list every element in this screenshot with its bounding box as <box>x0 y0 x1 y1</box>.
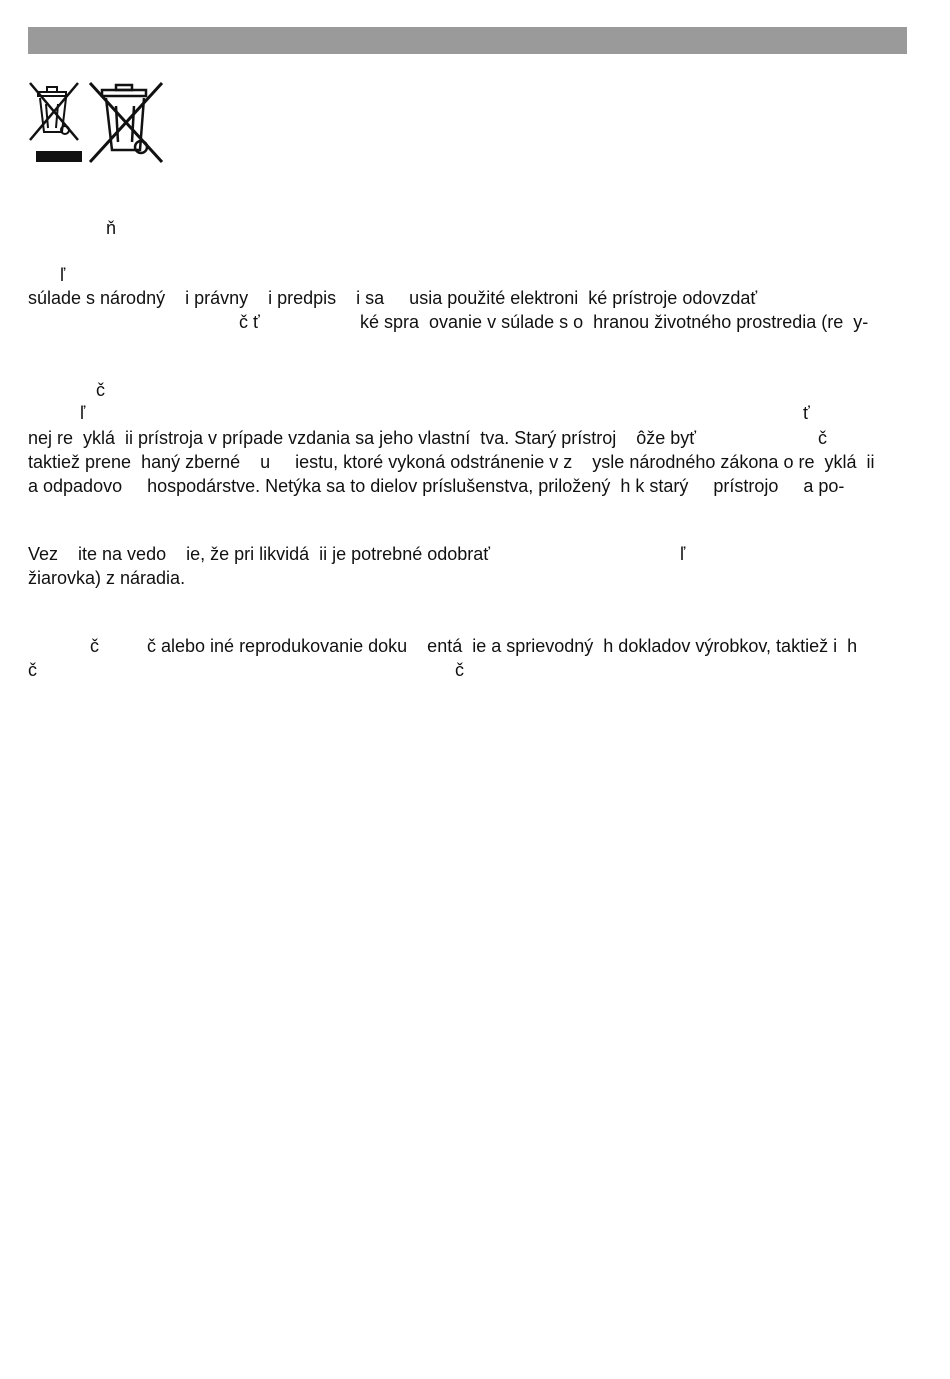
section4-line1-part1: č <box>90 636 99 656</box>
section2-line2-part2: ť <box>803 403 810 423</box>
section2-line1: č <box>96 380 105 400</box>
section4-line2-part2: č <box>455 660 464 680</box>
weee-crossed-bin-with-bar-icon <box>28 80 168 166</box>
section1-line4-part2: ké spra ovanie v súlade s o hranou životného prostredia (re y- <box>360 312 869 332</box>
header-bar <box>28 27 907 54</box>
section2-line3-part1: nej re yklá ii prístroja v prípade vzdania sa jeho vlastní tva. Starý prístroj ôže byť <box>28 428 697 448</box>
weee-symbols <box>28 80 168 166</box>
section1-line1: ň <box>106 218 117 238</box>
section3-line2: žiarovka) z náradia. <box>28 568 186 588</box>
section2-line5: a odpadovo hospodárstve. Netýka sa to dielov príslušenstva, priložený h k starý prístrojo a po- <box>28 476 845 496</box>
section2-line2-part1: ľ <box>80 403 86 423</box>
section4-line1-part2: č alebo iné reprodukovanie doku entá ie a sprievodný h dokladov výrobkov, taktiež i h <box>147 636 858 656</box>
section1-line2: ľ <box>60 265 66 285</box>
section1-line3: súlade s národný i právny i predpis i sa usia použité elektroni ké prístroje odovzdať <box>28 288 758 308</box>
section2-line3-part2: č <box>818 428 827 448</box>
section3-line1-part2: ľ <box>680 544 686 564</box>
section1-line4-part1: č ť <box>239 312 260 332</box>
section3-line1-part1: Vez ite na vedo ie, že pri likvidá ii je potrebné odobrať <box>28 544 491 564</box>
section2-line4: taktiež prene haný zberné u iestu, ktoré vykoná odstránenie v z ysle národného zákona o re yklá ii <box>28 452 875 472</box>
section4-line2-part1: č <box>28 660 37 680</box>
